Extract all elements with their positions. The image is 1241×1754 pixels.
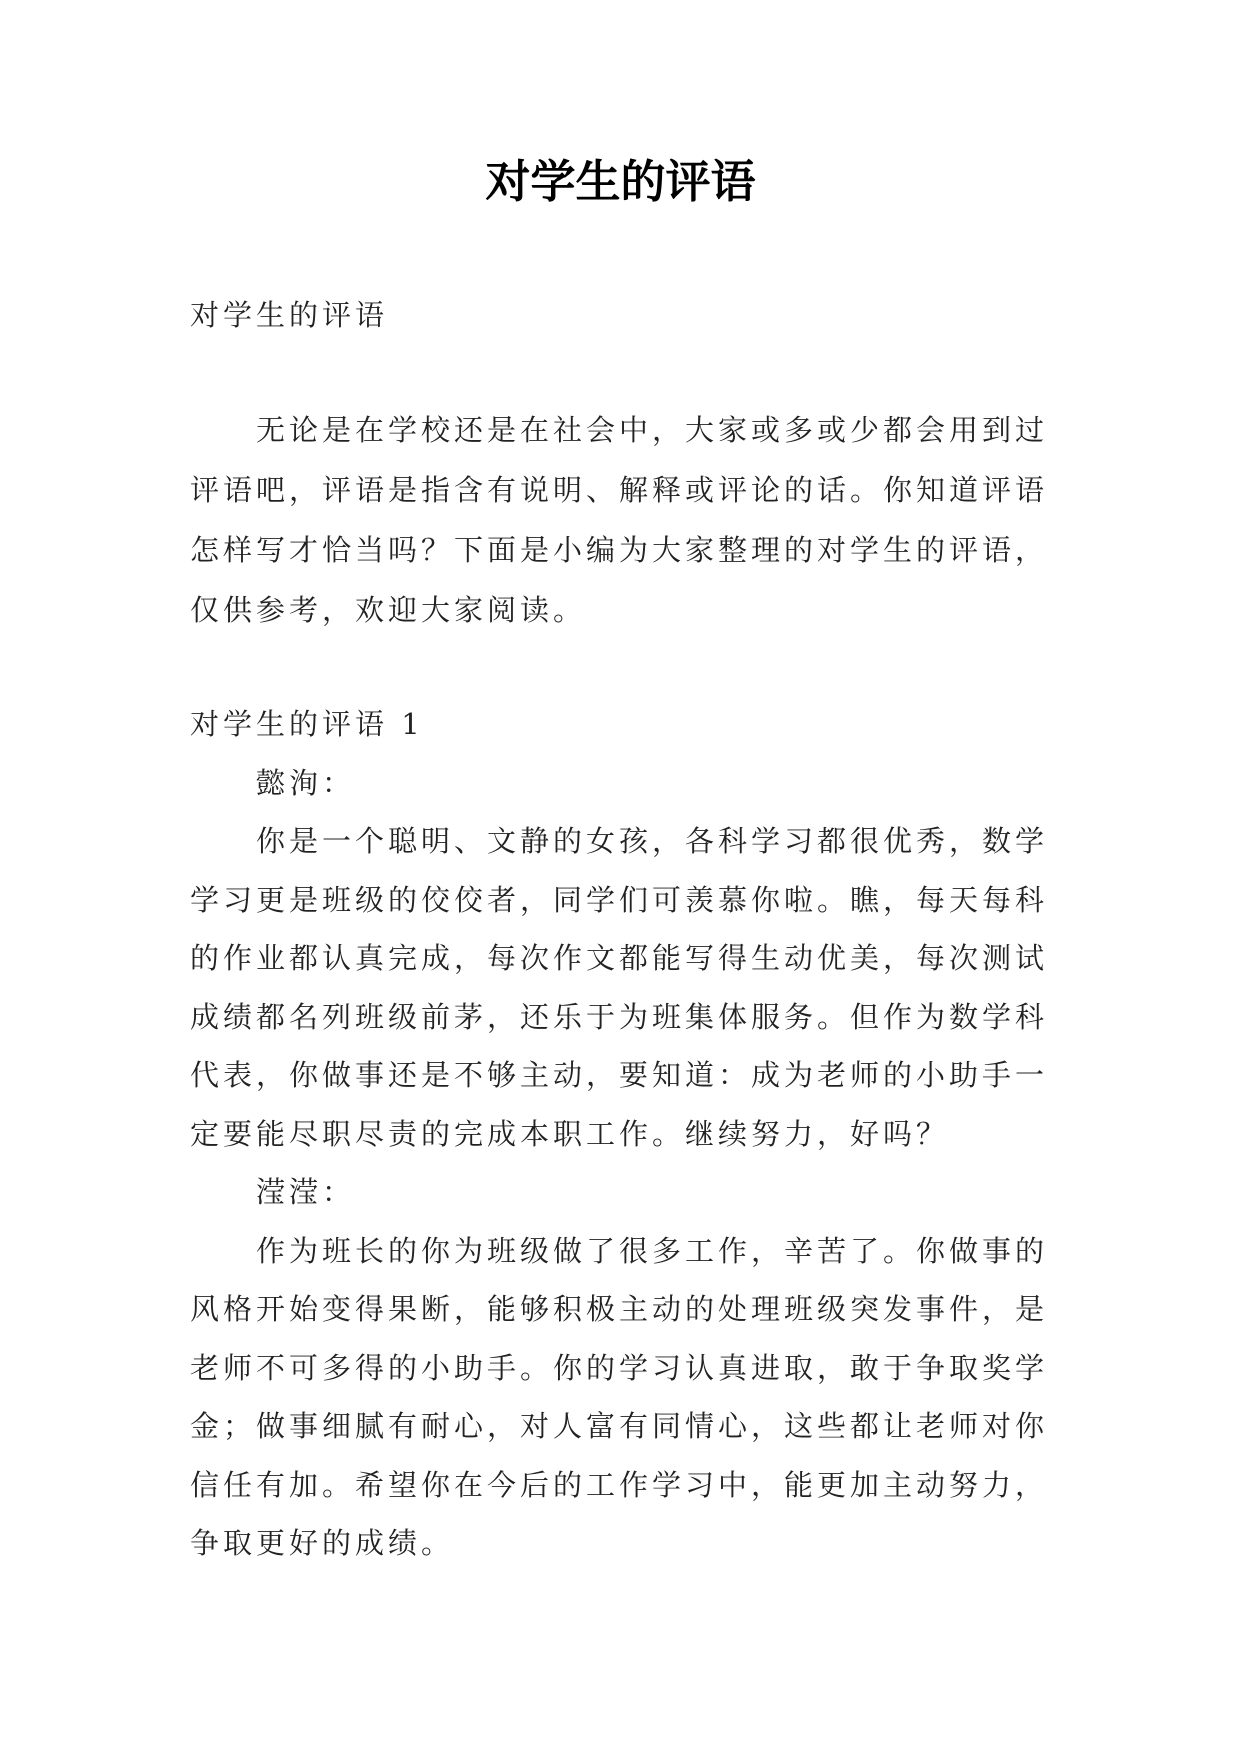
comment-line: 信任有加。希望你在今后的工作学习中，能更加主动努力，	[190, 1467, 1049, 1502]
subtitle-text: 对学生的评语	[190, 298, 389, 332]
comment-line: 老师不可多得的小助手。你的学习认真进取，敢于争取奖学	[190, 1350, 1049, 1385]
intro-line: 评语吧，评语是指含有说明、解释或评论的话。你知道评语	[190, 473, 1049, 507]
intro-line: 无论是在学校还是在社会中，大家或多或少都会用到过	[256, 413, 1049, 447]
comment-line: 成绩都名列班级前茅，还乐于为班集体服务。但作为数学科	[190, 999, 1049, 1034]
comment-line: 的作业都认真完成，每次作文都能写得生动优美，每次测试	[190, 941, 1049, 975]
comment-line: 作为班长的你为班级做了很多工作，辛苦了。你做事的	[256, 1233, 1049, 1268]
student-name: 懿洵：	[256, 765, 356, 800]
intro-line: 怎样写才恰当吗？下面是小编为大家整理的对学生的评语，	[190, 533, 1049, 567]
comment-line: 风格开始变得果断，能够积极主动的处理班级突发事件，是	[190, 1292, 1049, 1326]
document-subtitle	[190, 286, 388, 344]
document-title: 对学生的评语	[485, 155, 756, 208]
comment-line: 金；做事细腻有耐心，对人富有同情心，这些都让老师对你	[190, 1409, 1049, 1443]
comment-paragraph	[190, 812, 1048, 1163]
student-name: 滢滢：	[256, 1175, 356, 1209]
intro-line: 仅供参考，欢迎大家阅读。	[190, 593, 587, 627]
comment-line: 代表，你做事还是不够主动，要知道：成为老师的小助手一	[190, 1058, 1049, 1092]
intro-paragraph	[190, 400, 1048, 640]
comment-line: 你是一个聪明、文静的女孩，各科学习都很优秀，数学	[256, 824, 1049, 858]
section-heading: 对学生的评语 1	[190, 707, 424, 741]
comment-line: 学习更是班级的佼佼者，同学们可羡慕你啦。瞧，每天每科	[190, 882, 1049, 917]
section-1	[190, 695, 1048, 1573]
comment-line: 定要能尽职尽责的完成本职工作。继续努力，好吗？	[190, 1116, 950, 1151]
comment-paragraph	[190, 1222, 1048, 1573]
comment-line: 争取更好的成绩。	[190, 1526, 455, 1560]
